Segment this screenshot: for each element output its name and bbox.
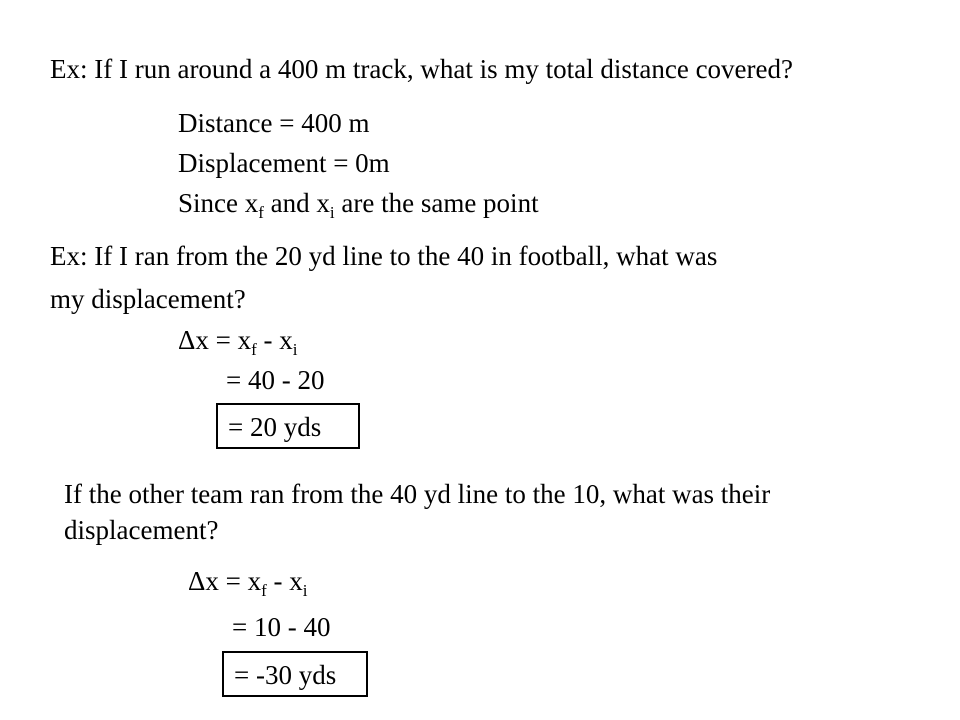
example2-equation [178,324,298,359]
subscript-f: f [261,581,267,600]
example1-displacement: Displacement = 0m [178,148,390,178]
example2-step: = 40 - 20 [226,365,325,395]
example1-since-line [178,187,539,222]
example2-question-line2: my displacement? [50,284,246,314]
subscript-i: i [302,581,308,600]
since-suffix: are the same point [334,188,539,218]
example2-question-line1: Ex: If I ran from the 20 yd line to the 40 in football, what was [50,241,718,271]
since-mid: and x [263,188,330,218]
subscript-i: i [292,340,298,359]
subscript-f: f [258,203,264,222]
example1-question: Ex: If I run around a 400 m track, what is my total distance covered? [50,54,794,84]
example3-question-line1: If the other team ran from the 40 yd line to the 10, what was their [64,479,771,509]
equation-prefix: Δx = x [188,566,262,596]
equation-prefix: Δx = x [178,325,252,355]
equation-mid: - x [256,325,293,355]
example2-answer-box: = 20 yds [216,403,360,449]
example3-answer-box: = -30 yds [222,651,368,697]
subscript-i: i [329,203,335,222]
example3-equation [188,565,308,600]
example3-step: = 10 - 40 [232,612,331,642]
since-prefix: Since x [178,188,259,218]
example3-question-line2: displacement? [64,515,219,545]
subscript-f: f [251,340,257,359]
example1-distance: Distance = 400 m [178,108,370,138]
equation-mid: - x [266,566,303,596]
